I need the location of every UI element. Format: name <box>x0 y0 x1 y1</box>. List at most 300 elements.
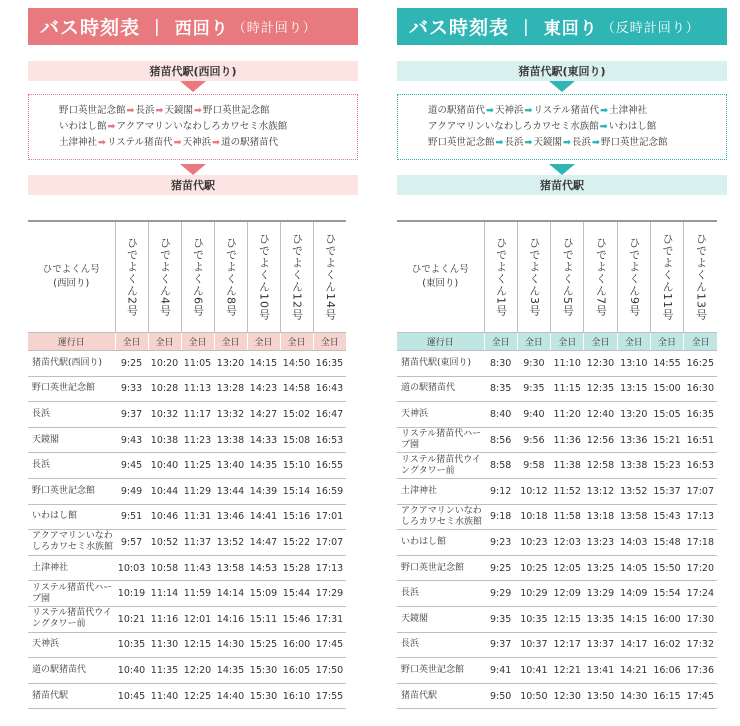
departure-time: 16:06 <box>650 658 683 684</box>
departure-time: 12:30 <box>584 351 617 377</box>
west-destination: 猪苗代駅 <box>28 175 358 195</box>
departure-time: 10:38 <box>148 427 181 453</box>
departure-time: 15:54 <box>650 581 683 607</box>
departure-time: 14:15 <box>617 606 650 632</box>
departure-time: 13:52 <box>214 530 247 556</box>
departure-time: 14:17 <box>617 632 650 658</box>
stop-name: 猪苗代駅 <box>397 683 484 709</box>
departure-time: 17:13 <box>684 504 717 530</box>
route-stop: アクアマリンいなわしろカワセミ水族館 <box>116 121 288 132</box>
operation-day: 全日 <box>551 333 584 351</box>
departure-time: 9:50 <box>484 683 517 709</box>
departure-time: 11:30 <box>148 632 181 658</box>
route-name-line2: (東回り) <box>422 278 459 289</box>
west-direction-note: （時計回り） <box>232 21 317 36</box>
route-stop: 土津神社 <box>59 137 98 148</box>
departure-time: 13:20 <box>214 351 247 377</box>
departure-time: 10:40 <box>115 658 148 684</box>
departure-time: 10:28 <box>148 376 181 402</box>
departure-time: 17:01 <box>313 504 346 530</box>
departure-time: 9:18 <box>484 504 517 530</box>
departure-time: 12:09 <box>551 581 584 607</box>
stop-name: 天神浜 <box>397 402 484 428</box>
bus-header <box>280 221 313 333</box>
departure-time: 9:43 <box>115 427 148 453</box>
route-name-line1: ひでよくん号 <box>42 264 100 275</box>
departure-time: 10:29 <box>517 581 550 607</box>
departure-time: 10:35 <box>115 632 148 658</box>
table-row <box>397 530 717 556</box>
operation-day: 全日 <box>313 333 346 351</box>
departure-time: 13:10 <box>617 351 650 377</box>
route-name-header <box>28 221 115 333</box>
departure-time: 14:55 <box>650 351 683 377</box>
east-route-line <box>428 103 726 119</box>
route-stop: 長浜 <box>571 137 591 148</box>
table-row <box>28 453 346 479</box>
departure-time: 17:45 <box>684 683 717 709</box>
route-stop: いわはし館 <box>608 121 657 132</box>
departure-time: 12:03 <box>551 530 584 556</box>
right-arrow-icon: ➡ <box>562 137 571 148</box>
departure-time: 17:50 <box>313 658 346 684</box>
right-arrow-icon: ➡ <box>98 137 106 148</box>
departure-time: 13:38 <box>214 427 247 453</box>
table-row <box>397 453 717 479</box>
bus-name: ひでよくん6号 <box>191 237 205 317</box>
west-origin: 猪苗代駅(西回り) <box>28 61 358 81</box>
departure-time: 9:40 <box>517 402 550 428</box>
departure-time: 14:35 <box>214 658 247 684</box>
operation-row <box>28 333 346 351</box>
departure-time: 9:12 <box>484 478 517 504</box>
departure-time: 10:35 <box>517 606 550 632</box>
departure-time: 16:05 <box>280 658 313 684</box>
bus-header <box>684 221 717 333</box>
stop-name: 天神浜 <box>28 632 115 658</box>
table-row <box>397 427 717 453</box>
departure-time: 10:12 <box>517 478 550 504</box>
departure-time: 11:20 <box>551 402 584 428</box>
departure-time: 17:36 <box>684 658 717 684</box>
table-row <box>28 683 346 709</box>
east-direction: 東回り <box>543 19 598 39</box>
departure-time: 10:20 <box>148 351 181 377</box>
departure-time: 14:15 <box>247 351 280 377</box>
departure-time: 13:37 <box>584 632 617 658</box>
east-route-panel <box>397 8 727 195</box>
departure-time: 13:15 <box>617 376 650 402</box>
departure-time: 11:36 <box>551 427 584 453</box>
departure-time: 14:14 <box>214 581 247 607</box>
east-title-banner <box>397 8 727 45</box>
table-row <box>397 658 717 684</box>
title-divider: | <box>154 16 161 37</box>
departure-time: 9:56 <box>517 427 550 453</box>
table-row <box>28 504 346 530</box>
departure-time: 13:28 <box>214 376 247 402</box>
departure-time: 11:05 <box>181 351 214 377</box>
departure-time: 10:46 <box>148 504 181 530</box>
departure-time: 17:32 <box>684 632 717 658</box>
departure-time: 15:48 <box>650 530 683 556</box>
departure-time: 16:35 <box>313 351 346 377</box>
bus-name: ひでよくん3号 <box>527 237 541 317</box>
departure-time: 9:33 <box>115 376 148 402</box>
departure-time: 13:36 <box>617 427 650 453</box>
operation-day: 全日 <box>280 333 313 351</box>
departure-time: 17:55 <box>313 683 346 709</box>
departure-time: 16:55 <box>313 453 346 479</box>
departure-time: 12:20 <box>181 658 214 684</box>
bus-name: ひでよくん8号 <box>224 237 238 317</box>
departure-time: 17:18 <box>684 530 717 556</box>
stop-name: リステル猪苗代ハーブ園 <box>397 427 484 453</box>
departure-time: 16:10 <box>280 683 313 709</box>
departure-time: 9:49 <box>115 478 148 504</box>
route-stop: 天鏡閣 <box>533 137 562 148</box>
operation-day: 全日 <box>181 333 214 351</box>
departure-time: 8:56 <box>484 427 517 453</box>
departure-time: 15:30 <box>247 658 280 684</box>
route-stop: 天神浜 <box>494 105 524 116</box>
departure-time: 15:25 <box>247 632 280 658</box>
bus-header-row <box>397 221 717 333</box>
bus-header <box>484 221 517 333</box>
west-title-banner <box>28 8 358 45</box>
route-name-line1: ひでよくん号 <box>411 264 469 275</box>
departure-time: 15:09 <box>247 581 280 607</box>
stop-name: 天鏡閣 <box>397 606 484 632</box>
departure-time: 12:58 <box>584 453 617 479</box>
stop-name: リステル猪苗代ハーブ園 <box>28 581 115 607</box>
departure-time: 9:41 <box>484 658 517 684</box>
stop-name: 長浜 <box>397 632 484 658</box>
departure-time: 14:21 <box>617 658 650 684</box>
east-timetable <box>397 220 717 709</box>
stop-name: 猪苗代駅 <box>28 683 115 709</box>
table-row <box>28 530 346 556</box>
departure-time: 14:27 <box>247 402 280 428</box>
table-row <box>397 351 717 377</box>
departure-time: 9:57 <box>115 530 148 556</box>
east-route-box <box>397 94 727 160</box>
departure-time: 13:20 <box>617 402 650 428</box>
stop-name: 野口英世記念館 <box>397 555 484 581</box>
down-arrow-icon <box>180 164 206 175</box>
table-row <box>397 402 717 428</box>
departure-time: 9:35 <box>517 376 550 402</box>
east-origin: 猪苗代駅(東回り) <box>397 61 727 81</box>
operation-day: 全日 <box>584 333 617 351</box>
departure-time: 11:15 <box>551 376 584 402</box>
right-arrow-icon: ➡ <box>193 105 202 116</box>
departure-time: 15:02 <box>280 402 313 428</box>
departure-time: 9:25 <box>484 555 517 581</box>
right-arrow-icon: ➡ <box>600 105 609 116</box>
departure-time: 15:43 <box>650 504 683 530</box>
right-arrow-icon: ➡ <box>524 137 533 148</box>
departure-time: 14:33 <box>247 427 280 453</box>
departure-time: 9:23 <box>484 530 517 556</box>
stop-name: 野口英世記念館 <box>397 658 484 684</box>
departure-time: 10:50 <box>517 683 550 709</box>
departure-time: 15:00 <box>650 376 683 402</box>
departure-time: 11:25 <box>181 453 214 479</box>
table-row <box>397 478 717 504</box>
departure-time: 15:10 <box>280 453 313 479</box>
route-stop: 野口英世記念館 <box>600 137 668 148</box>
right-arrow-icon: ➡ <box>495 137 504 148</box>
departure-time: 15:30 <box>247 683 280 709</box>
departure-time: 17:13 <box>313 555 346 581</box>
stop-name: 道の駅猪苗代 <box>397 376 484 402</box>
route-stop: 長浜 <box>135 105 155 116</box>
departure-time: 13:32 <box>214 402 247 428</box>
departure-time: 12:40 <box>584 402 617 428</box>
operation-day: 全日 <box>484 333 517 351</box>
departure-time: 12:56 <box>584 427 617 453</box>
route-name-header <box>397 221 484 333</box>
departure-time: 8:40 <box>484 402 517 428</box>
departure-time: 14:50 <box>280 351 313 377</box>
departure-time: 14:30 <box>214 632 247 658</box>
departure-time: 15:44 <box>280 581 313 607</box>
departure-time: 9:37 <box>115 402 148 428</box>
bus-name: ひでよくん11号 <box>661 233 675 321</box>
departure-time: 10:41 <box>517 658 550 684</box>
departure-time: 16:47 <box>313 402 346 428</box>
departure-time: 15:14 <box>280 478 313 504</box>
departure-time: 17:07 <box>313 530 346 556</box>
departure-time: 16:59 <box>313 478 346 504</box>
table-row <box>397 504 717 530</box>
down-arrow-icon <box>549 81 575 92</box>
west-route-line <box>59 103 357 119</box>
table-row <box>28 658 346 684</box>
bus-name: ひでよくん7号 <box>594 237 608 317</box>
departure-time: 11:23 <box>181 427 214 453</box>
departure-time: 17:30 <box>684 606 717 632</box>
down-arrow-icon <box>180 81 206 92</box>
right-arrow-icon: ➡ <box>107 121 116 132</box>
stop-name: 土津神社 <box>28 555 115 581</box>
right-arrow-icon: ➡ <box>126 105 135 116</box>
west-route-panel <box>28 8 358 195</box>
table-row <box>397 376 717 402</box>
departure-time: 17:45 <box>313 632 346 658</box>
departure-time: 16:43 <box>313 376 346 402</box>
departure-time: 11:17 <box>181 402 214 428</box>
departure-time: 11:14 <box>148 581 181 607</box>
departure-time: 14:41 <box>247 504 280 530</box>
bus-header <box>181 221 214 333</box>
departure-time: 16:00 <box>280 632 313 658</box>
departure-time: 11:38 <box>551 453 584 479</box>
departure-time: 15:23 <box>650 453 683 479</box>
departure-time: 15:22 <box>280 530 313 556</box>
departure-time: 12:21 <box>551 658 584 684</box>
departure-time: 17:31 <box>313 606 346 632</box>
departure-time: 12:35 <box>584 376 617 402</box>
table-row <box>28 478 346 504</box>
operation-row <box>397 333 717 351</box>
east-destination: 猪苗代駅 <box>397 175 727 195</box>
stop-name: 長浜 <box>28 453 115 479</box>
east-route-line <box>428 135 726 151</box>
departure-time: 9:30 <box>517 351 550 377</box>
bus-name: ひでよくん2号 <box>125 237 139 317</box>
operation-label: 運行日 <box>397 333 484 351</box>
operation-day: 全日 <box>148 333 181 351</box>
departure-time: 13:35 <box>584 606 617 632</box>
stop-name: 長浜 <box>28 402 115 428</box>
departure-time: 13:23 <box>584 530 617 556</box>
stop-name: 猪苗代駅(東回り) <box>397 351 484 377</box>
departure-time: 10:58 <box>148 555 181 581</box>
west-route-line <box>59 135 357 151</box>
table-row <box>397 632 717 658</box>
departure-time: 11:40 <box>148 683 181 709</box>
departure-time: 17:29 <box>313 581 346 607</box>
departure-time: 12:15 <box>551 606 584 632</box>
right-arrow-icon: ➡ <box>486 105 494 116</box>
table-row <box>28 427 346 453</box>
bus-header <box>617 221 650 333</box>
bus-header <box>247 221 280 333</box>
departure-time: 16:02 <box>650 632 683 658</box>
right-arrow-icon: ➡ <box>524 105 533 116</box>
operation-day: 全日 <box>214 333 247 351</box>
departure-time: 14:47 <box>247 530 280 556</box>
stop-name: リステル猪苗代ウイングタワー前 <box>397 453 484 479</box>
route-stop: いわはし館 <box>59 121 107 132</box>
departure-time: 15:37 <box>650 478 683 504</box>
departure-time: 10:40 <box>148 453 181 479</box>
departure-time: 11:43 <box>181 555 214 581</box>
departure-time: 12:01 <box>181 606 214 632</box>
departure-time: 17:20 <box>684 555 717 581</box>
departure-time: 11:59 <box>181 581 214 607</box>
stop-name: 野口英世記念館 <box>28 376 115 402</box>
departure-time: 14:23 <box>247 376 280 402</box>
bus-name: ひでよくん4号 <box>158 237 172 317</box>
departure-time: 14:35 <box>247 453 280 479</box>
west-timetable <box>28 220 346 709</box>
table-row <box>397 683 717 709</box>
departure-time: 16:15 <box>650 683 683 709</box>
departure-time: 10:37 <box>517 632 550 658</box>
east-title: バス時刻表 <box>409 17 510 39</box>
stop-name: アクアマリンいなわしろカワセミ水族館 <box>397 504 484 530</box>
departure-time: 9:37 <box>484 632 517 658</box>
table-row <box>397 581 717 607</box>
right-arrow-icon: ➡ <box>212 137 221 148</box>
departure-time: 9:51 <box>115 504 148 530</box>
operation-day: 全日 <box>650 333 683 351</box>
departure-time: 15:11 <box>247 606 280 632</box>
departure-time: 16:53 <box>313 427 346 453</box>
departure-time: 9:58 <box>517 453 550 479</box>
operation-day: 全日 <box>617 333 650 351</box>
operation-day: 全日 <box>684 333 717 351</box>
departure-time: 12:30 <box>551 683 584 709</box>
departure-time: 13:25 <box>584 555 617 581</box>
route-stop: 天神浜 <box>182 137 212 148</box>
departure-time: 10:19 <box>115 581 148 607</box>
east-route-line <box>428 119 726 135</box>
departure-time: 10:32 <box>148 402 181 428</box>
stop-name: リステル猪苗代ウイングタワー前 <box>28 606 115 632</box>
right-arrow-icon: ➡ <box>599 121 608 132</box>
departure-time: 14:39 <box>247 478 280 504</box>
departure-time: 10:18 <box>517 504 550 530</box>
departure-time: 15:50 <box>650 555 683 581</box>
route-stop: リステル猪苗代 <box>106 137 173 148</box>
departure-time: 12:15 <box>181 632 214 658</box>
stop-name: いわはし館 <box>28 504 115 530</box>
departure-time: 15:16 <box>280 504 313 530</box>
table-row <box>28 555 346 581</box>
departure-time: 13:50 <box>584 683 617 709</box>
departure-time: 13:52 <box>617 478 650 504</box>
bus-name: ひでよくん12号 <box>290 233 304 321</box>
operation-day: 全日 <box>517 333 550 351</box>
departure-time: 13:58 <box>214 555 247 581</box>
operation-day: 全日 <box>247 333 280 351</box>
stop-name: いわはし館 <box>397 530 484 556</box>
departure-time: 10:21 <box>115 606 148 632</box>
departure-time: 14:40 <box>214 683 247 709</box>
route-stop: 長浜 <box>504 137 524 148</box>
departure-time: 16:25 <box>684 351 717 377</box>
departure-time: 15:21 <box>650 427 683 453</box>
bus-header <box>148 221 181 333</box>
departure-time: 8:35 <box>484 376 517 402</box>
bus-name: ひでよくん1号 <box>494 237 508 317</box>
departure-time: 13:58 <box>617 504 650 530</box>
bus-header <box>313 221 346 333</box>
route-stop: 野口英世記念館 <box>428 137 495 148</box>
departure-time: 9:25 <box>115 351 148 377</box>
stop-name: 道の駅猪苗代 <box>28 658 115 684</box>
table-row <box>28 402 346 428</box>
stop-name: 猪苗代駅(西回り) <box>28 351 115 377</box>
departure-time: 12:05 <box>551 555 584 581</box>
departure-time: 8:30 <box>484 351 517 377</box>
departure-time: 15:28 <box>280 555 313 581</box>
bus-name: ひでよくん14号 <box>323 233 337 321</box>
table-row <box>28 351 346 377</box>
east-direction-note: （反時計回り） <box>601 21 700 36</box>
departure-time: 11:58 <box>551 504 584 530</box>
stop-name: 野口英世記念館 <box>28 478 115 504</box>
route-stop: 土津神社 <box>609 105 648 116</box>
departure-time: 10:45 <box>115 683 148 709</box>
route-stop: アクアマリンいなわしろカワセミ水族館 <box>428 121 599 132</box>
departure-time: 9:29 <box>484 581 517 607</box>
departure-time: 15:08 <box>280 427 313 453</box>
bus-header <box>584 221 617 333</box>
departure-time: 11:13 <box>181 376 214 402</box>
bus-header <box>551 221 584 333</box>
table-row <box>28 376 346 402</box>
departure-time: 11:52 <box>551 478 584 504</box>
stop-name: 土津神社 <box>397 478 484 504</box>
operation-label: 運行日 <box>28 333 115 351</box>
departure-time: 10:25 <box>517 555 550 581</box>
right-arrow-icon: ➡ <box>155 105 164 116</box>
